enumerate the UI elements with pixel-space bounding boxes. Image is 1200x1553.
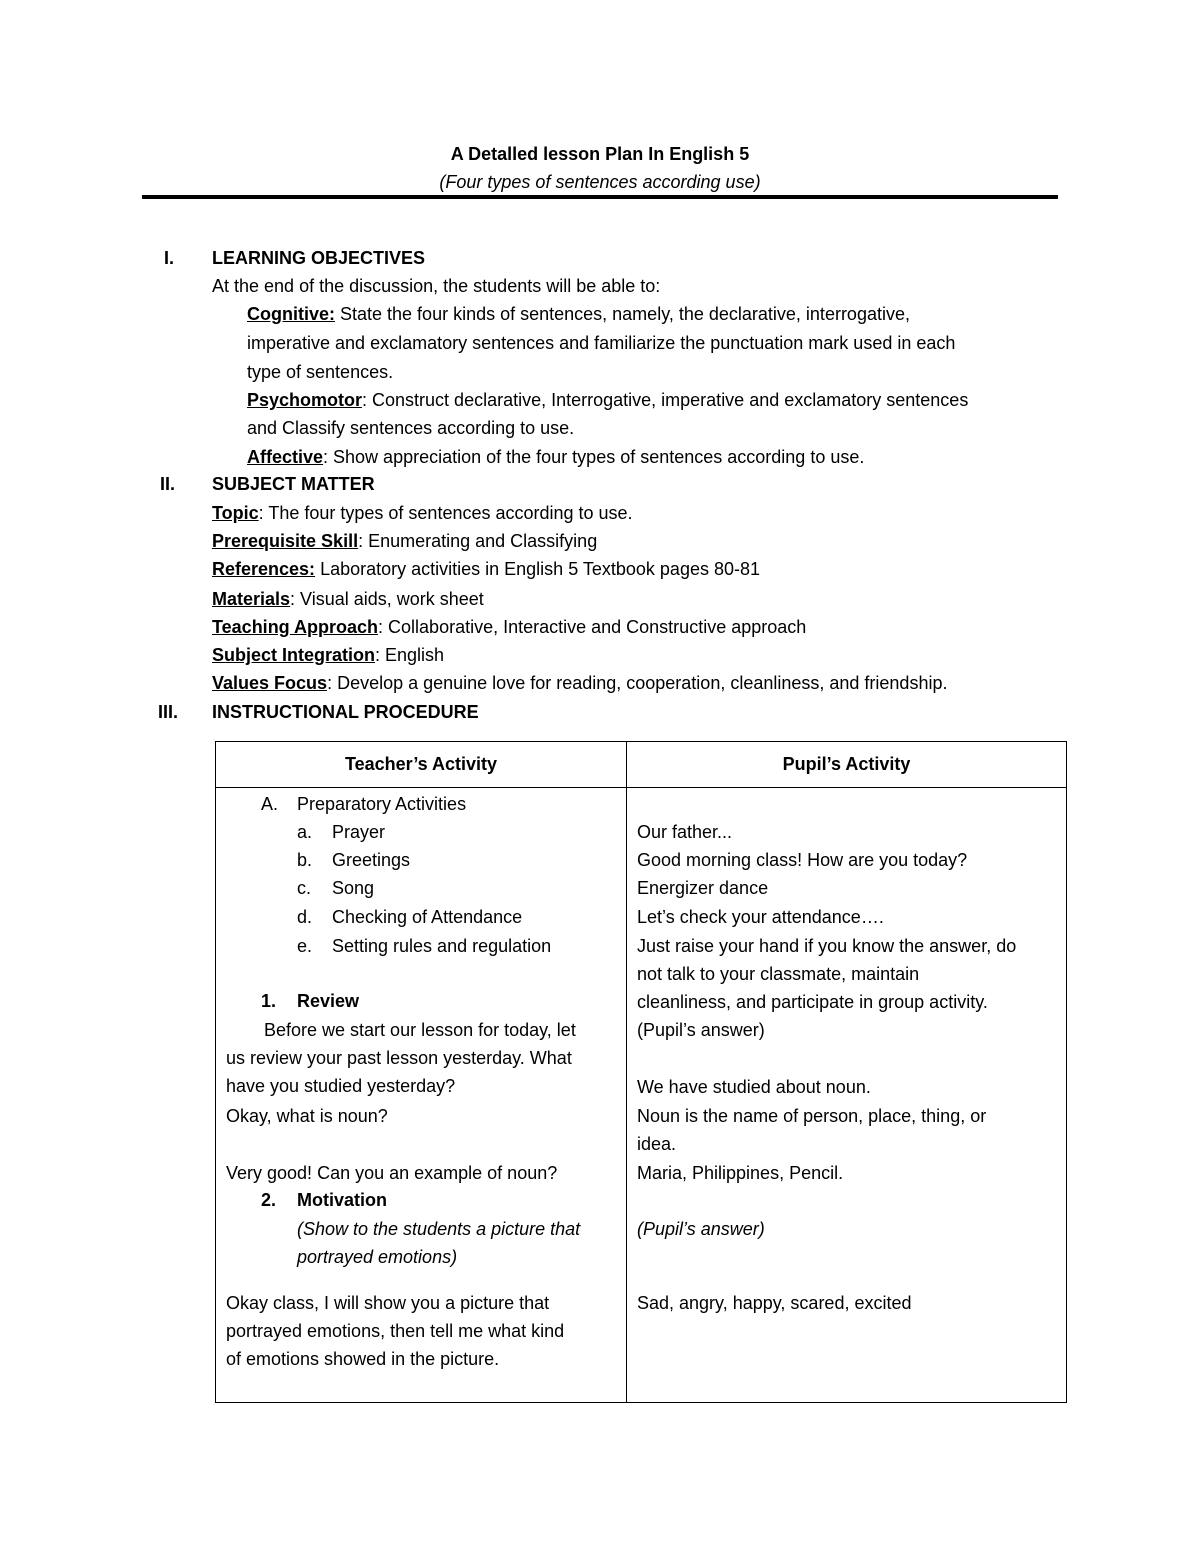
psychomotor-objective [247, 388, 968, 412]
review-line-4: Okay, what is noun? [226, 1106, 388, 1126]
subject-item-approach [212, 615, 806, 639]
pupil-line-7: cleanliness, and participate in group activity. [637, 992, 988, 1012]
subject-item-label: References: [212, 559, 316, 579]
subject-item-values [212, 671, 947, 695]
table-row [216, 788, 1067, 1403]
pupil-line-2: Good morning class! How are you today? [637, 850, 968, 870]
pupil-line-13: (Pupil’s answer) [637, 1219, 765, 1239]
prep-item-marker: d. [297, 907, 313, 927]
subject-item-label: Subject Integration [212, 645, 376, 665]
document-title: A Detalled lesson Plan In English 5 [450, 144, 750, 164]
section-1-heading: LEARNING OBJECTIVES [212, 248, 426, 268]
pupil-line-1: Our father... [637, 822, 733, 842]
cognitive-text-2: imperative and exclamatory sentences and familiarize the punctuation mark used in each [247, 333, 956, 353]
review-marker: 1. [261, 991, 277, 1011]
affective-objective [247, 445, 864, 469]
prep-marker: A. [261, 794, 279, 814]
subject-item-materials [212, 587, 484, 611]
prep-item-attendance: Checking of Attendance [332, 907, 523, 927]
cognitive-label: Cognitive: [247, 304, 335, 324]
cognitive-objective [247, 302, 910, 326]
subject-item-integration [212, 643, 444, 667]
subject-item-topic [212, 501, 633, 525]
pupil-line-6: not talk to your classmate, maintain [637, 964, 920, 984]
prep-item-prayer: Prayer [332, 822, 386, 842]
affective-text: : Show appreciation of the four types of sentences according to use. [323, 447, 865, 467]
psychomotor-label: Psychomotor [247, 390, 363, 410]
motivation-line-2: portrayed emotions, then tell me what kind [226, 1321, 565, 1341]
section-3-heading: INSTRUCTIONAL PROCEDURE [212, 702, 479, 722]
psychomotor-text-1: : Construct declarative, Interrogative, imperative and exclamatory sentences [362, 390, 969, 410]
teacher-cell [216, 788, 627, 1403]
header-pupil: Pupil’s Activity [627, 742, 1067, 788]
section-2-numeral: II. [160, 474, 176, 494]
subject-item-text: Laboratory activities in English 5 Textbook pages 80-81 [315, 559, 760, 579]
pupil-line-12: Maria, Philippines, Pencil. [637, 1163, 844, 1183]
subject-item-label: Values Focus [212, 673, 328, 693]
pupil-line-11: idea. [637, 1134, 677, 1154]
prep-item-song: Song [332, 878, 375, 898]
subject-item-prerequisite [212, 529, 597, 553]
pupil-cell [627, 788, 1067, 1403]
motivation-label: Motivation [297, 1190, 387, 1210]
subject-item-label: Prerequisite Skill [212, 531, 359, 551]
subject-item-text: : Visual aids, work sheet [290, 589, 484, 609]
subject-item-text: : Collaborative, Interactive and Constructive approach [378, 617, 807, 637]
motivation-line-1: Okay class, I will show you a picture that [226, 1293, 550, 1313]
prep-item-marker: e. [297, 936, 313, 956]
prep-item-marker: b. [297, 850, 313, 870]
subject-item-label: Teaching Approach [212, 617, 379, 637]
pupil-line-10: Noun is the name of person, place, thing, or [637, 1106, 987, 1126]
pupil-line-5: Just raise your hand if you know the answer, do [637, 936, 1017, 956]
pupil-line-3: Energizer dance [637, 878, 769, 898]
header-teacher: Teacher’s Activity [216, 742, 627, 788]
document-subtitle: (Four types of sentences according use) [439, 172, 761, 192]
review-line-1: Before we start our lesson for today, let [264, 1020, 576, 1040]
prep-item-rules: Setting rules and regulation [332, 936, 552, 956]
cognitive-text-1: State the four kinds of sentences, namely, the declarative, interrogative, [335, 304, 910, 324]
review-line-5: Very good! Can you an example of noun? [226, 1163, 558, 1183]
affective-label: Affective [247, 447, 324, 467]
prep-label: Preparatory Activities [297, 794, 467, 814]
table-header-row [216, 742, 1067, 788]
section-1-numeral: I. [164, 248, 175, 268]
motivation-marker: 2. [261, 1190, 277, 1210]
prep-item-marker: a. [297, 822, 313, 842]
subject-item-text: : Develop a genuine love for reading, cooperation, cleanliness, and friendship. [327, 673, 948, 693]
subject-item-text: : Enumerating and Classifying [358, 531, 598, 551]
subject-item-references [212, 557, 760, 581]
prep-item-marker: c. [297, 878, 312, 898]
subject-item-label: Topic [212, 503, 259, 523]
subject-item-label: Materials [212, 589, 291, 609]
objectives-intro: At the end of the discussion, the students will be able to: [212, 276, 661, 296]
review-line-2: us review your past lesson yesterday. What [226, 1048, 572, 1068]
review-line-3: have you studied yesterday? [226, 1076, 456, 1096]
motivation-line-3: of emotions showed in the picture. [226, 1349, 500, 1369]
cognitive-text-3: type of sentences. [247, 362, 394, 382]
section-2-heading: SUBJECT MATTER [212, 474, 375, 494]
title-divider [142, 195, 1058, 199]
pupil-line-4: Let’s check your attendance…. [637, 907, 884, 927]
motivation-note-1: (Show to the students a picture that [297, 1219, 581, 1239]
pupil-line-14: Sad, angry, happy, scared, excited [637, 1293, 912, 1313]
section-3-numeral: III. [158, 702, 179, 722]
pupil-line-9: We have studied about noun. [637, 1077, 871, 1097]
subject-item-text: : The four types of sentences according to use. [258, 503, 633, 523]
psychomotor-text-2: and Classify sentences according to use. [247, 418, 575, 438]
motivation-note-2: portrayed emotions) [297, 1247, 458, 1267]
pupil-line-8: (Pupil’s answer) [637, 1020, 765, 1040]
prep-item-greetings: Greetings [332, 850, 411, 870]
procedure-table [215, 741, 1067, 1403]
subject-item-text: : English [375, 645, 445, 665]
review-label: Review [297, 991, 360, 1011]
